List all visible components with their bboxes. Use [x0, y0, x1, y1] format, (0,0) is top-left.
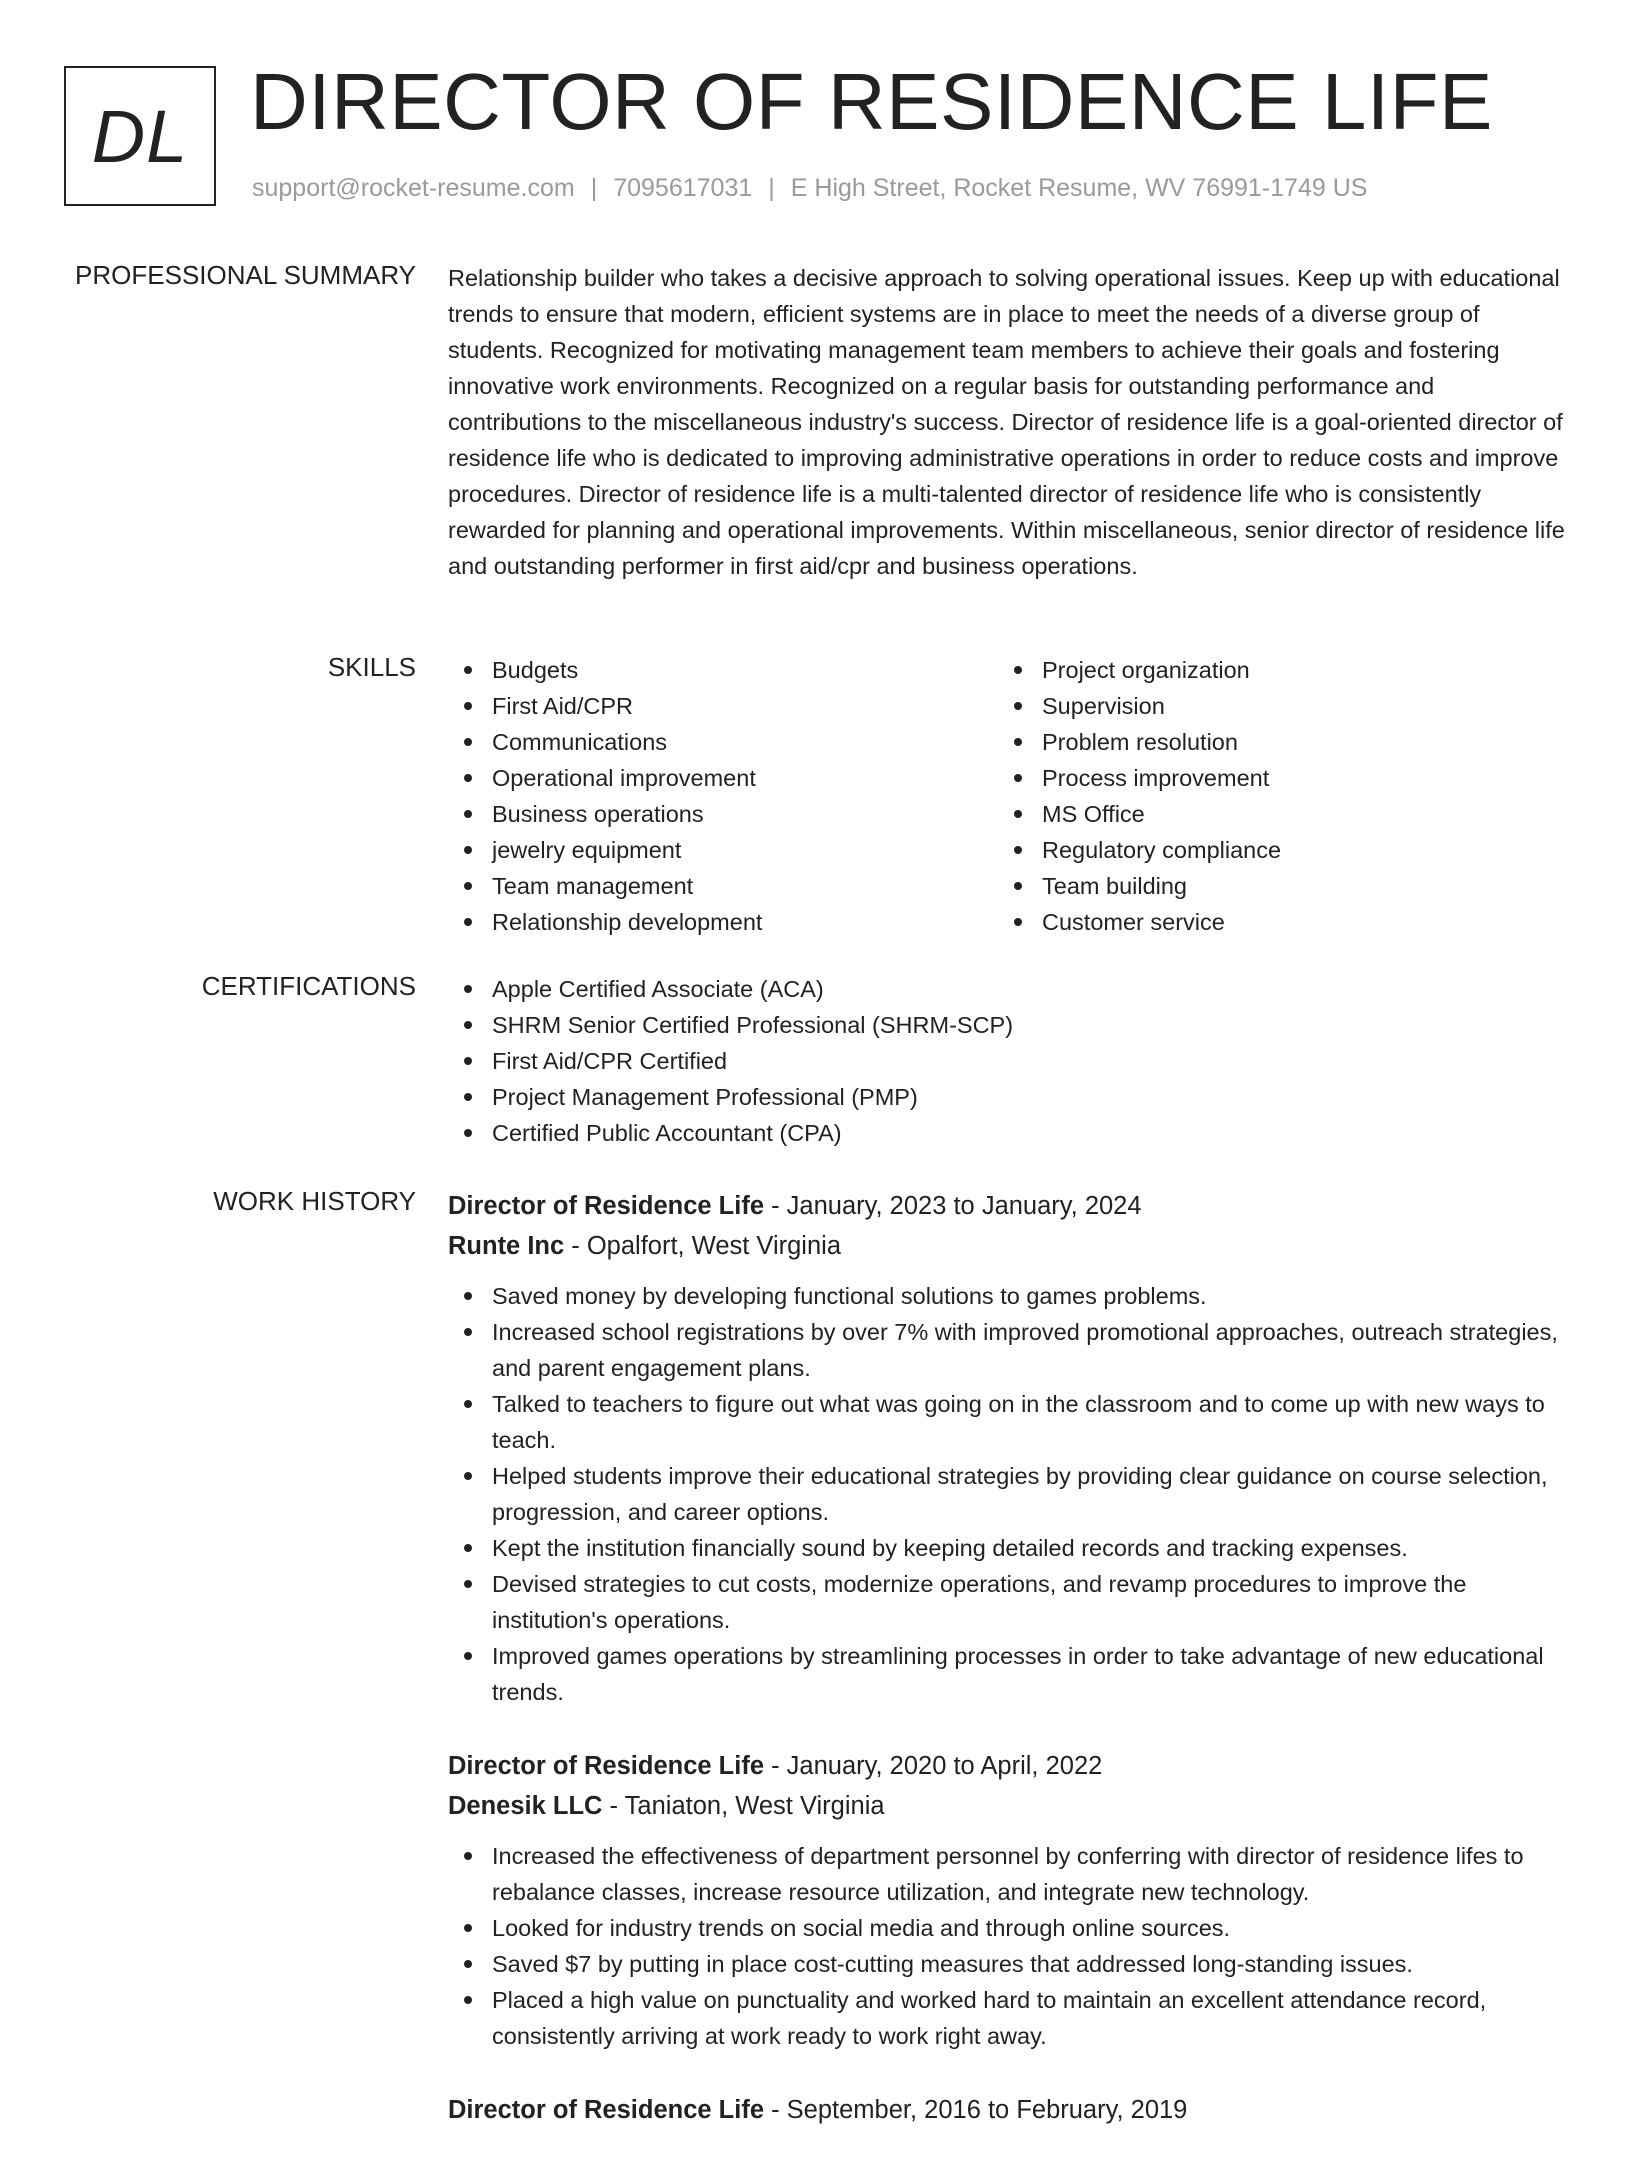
job-title: Director of Residence Life	[448, 1752, 764, 1780]
job-dates: - January, 2023 to January, 2024	[764, 1192, 1142, 1220]
work-history-body	[448, 1186, 1568, 2166]
job-dates: - September, 2016 to February, 2019	[764, 2096, 1188, 2124]
skills-body	[448, 652, 1568, 940]
skill-item: First Aid/CPR	[448, 688, 998, 724]
job-bullet: Looked for industry trends on social media and through online sources.	[448, 1910, 1568, 1946]
certification-item: First Aid/CPR Certified	[448, 1043, 1568, 1079]
summary-body	[448, 260, 1568, 584]
skill-item: Project organization	[998, 652, 1548, 688]
certifications-body	[448, 971, 1568, 1151]
contact-line	[252, 174, 1367, 203]
job-entry	[448, 2090, 1568, 2130]
job-company: Denesik LLC	[448, 1792, 603, 1820]
job-location: - Opalfort, West Virginia	[564, 1232, 841, 1260]
skill-item: Communications	[448, 724, 998, 760]
certification-item: Apple Certified Associate (ACA)	[448, 971, 1568, 1007]
skill-item: Problem resolution	[998, 724, 1548, 760]
section-heading: SKILLS	[327, 652, 416, 682]
contact-separator: |	[590, 174, 598, 202]
job-bullet: Placed a high value on punctuality and worked hard to maintain an excellent attendance record, consistently arriving at work ready to work right away.	[448, 1982, 1568, 2054]
contact-email: support@rocket-resume.com	[252, 174, 575, 202]
monogram-badge	[64, 66, 216, 206]
job-bullet: Devised strategies to cut costs, modernize operations, and revamp procedures to improve the institution's operations.	[448, 1566, 1568, 1638]
skill-item: Team building	[998, 868, 1548, 904]
job-entry	[448, 1186, 1568, 1710]
job-bullet: Saved money by developing functional solutions to games problems.	[448, 1278, 1568, 1314]
certification-item: Project Management Professional (PMP)	[448, 1079, 1568, 1115]
job-title: Director of Residence Life	[448, 2096, 764, 2124]
section-heading: CERTIFICATIONS	[201, 971, 416, 1001]
job-company-line	[448, 1786, 1568, 1826]
job-company-line	[448, 1226, 1568, 1266]
contact-phone: 7095617031	[613, 174, 753, 202]
initials: DL	[91, 94, 189, 178]
skill-item: Process improvement	[998, 760, 1548, 796]
job-bullet: Helped students improve their educational strategies by providing clear guidance on course selection, progression, and career options.	[448, 1458, 1568, 1530]
job-title-line	[448, 2090, 1568, 2130]
skill-item: Business operations	[448, 796, 998, 832]
skill-item: Team management	[448, 868, 998, 904]
certification-item: SHRM Senior Certified Professional (SHRM-SCP)	[448, 1007, 1568, 1043]
job-company: Runte Inc	[448, 1232, 565, 1260]
job-dates: - January, 2020 to April, 2022	[764, 1752, 1103, 1780]
skill-item: Operational improvement	[448, 760, 998, 796]
contact-address: E High Street, Rocket Resume, WV 76991-1749 US	[790, 174, 1368, 202]
job-bullet: Increased the effectiveness of department personnel by conferring with director of residence lifes to rebalance classes, increase resource utilization, and integrate new technology.	[448, 1838, 1568, 1910]
skill-item: Budgets	[448, 652, 998, 688]
skills-list-right	[998, 652, 1548, 940]
certifications-list	[448, 971, 1568, 1151]
job-bullet: Talked to teachers to figure out what was going on in the classroom and to come up with new ways to teach.	[448, 1386, 1568, 1458]
skill-item: MS Office	[998, 796, 1548, 832]
job-location: - Taniaton, West Virginia	[602, 1792, 885, 1820]
job-bullet: Kept the institution financially sound by keeping detailed records and tracking expenses.	[448, 1530, 1568, 1566]
resume-title: DIRECTOR OF RESIDENCE LIFE	[250, 57, 1493, 146]
job-bullet: Saved $7 by putting in place cost-cutting measures that addressed long-standing issues.	[448, 1946, 1568, 1982]
job-title: Director of Residence Life	[448, 1192, 764, 1220]
skill-item: jewelry equipment	[448, 832, 998, 868]
section-heading: WORK HISTORY	[213, 1186, 416, 1216]
skill-item: Supervision	[998, 688, 1548, 724]
summary-text: Relationship builder who takes a decisive approach to solving operational issues. Keep up with educational trends to ensure that modern, efficient systems are in place to meet the needs of a diverse group of students. Recognized for motivating management team members to achieve their goals and fostering innovative work environments. Recognized on a regular basis for outstanding performance and contributions to the miscellaneous industry's success. Director of residence life is a goal-oriented director of residence life who is dedicated to improving administrative operations in order to reduce costs and improve procedures. Director of residence life is a multi-talented director of residence life who is consistently rewarded for planning and operational improvements. Within miscellaneous, senior director of residence life and outstanding performer in first aid/cpr and business operations.	[448, 265, 1565, 579]
job-bullet: Improved games operations by streamlining processes in order to take advantage of new educational trends.	[448, 1638, 1568, 1710]
job-entry	[448, 1746, 1568, 2054]
section-heading: PROFESSIONAL SUMMARY	[75, 260, 416, 290]
job-bullet: Increased school registrations by over 7% with improved promotional approaches, outreach strategies, and parent engagement plans.	[448, 1314, 1568, 1386]
certification-item: Certified Public Accountant (CPA)	[448, 1115, 1568, 1151]
job-bullet-list	[448, 1278, 1568, 1710]
skill-item: Customer service	[998, 904, 1548, 940]
job-title-line	[448, 1186, 1568, 1226]
job-title-line	[448, 1746, 1568, 1786]
contact-separator: |	[768, 174, 775, 202]
skills-list-left	[448, 652, 998, 940]
job-bullet-list	[448, 1838, 1568, 2054]
skill-item: Regulatory compliance	[998, 832, 1548, 868]
skill-item: Relationship development	[448, 904, 998, 940]
